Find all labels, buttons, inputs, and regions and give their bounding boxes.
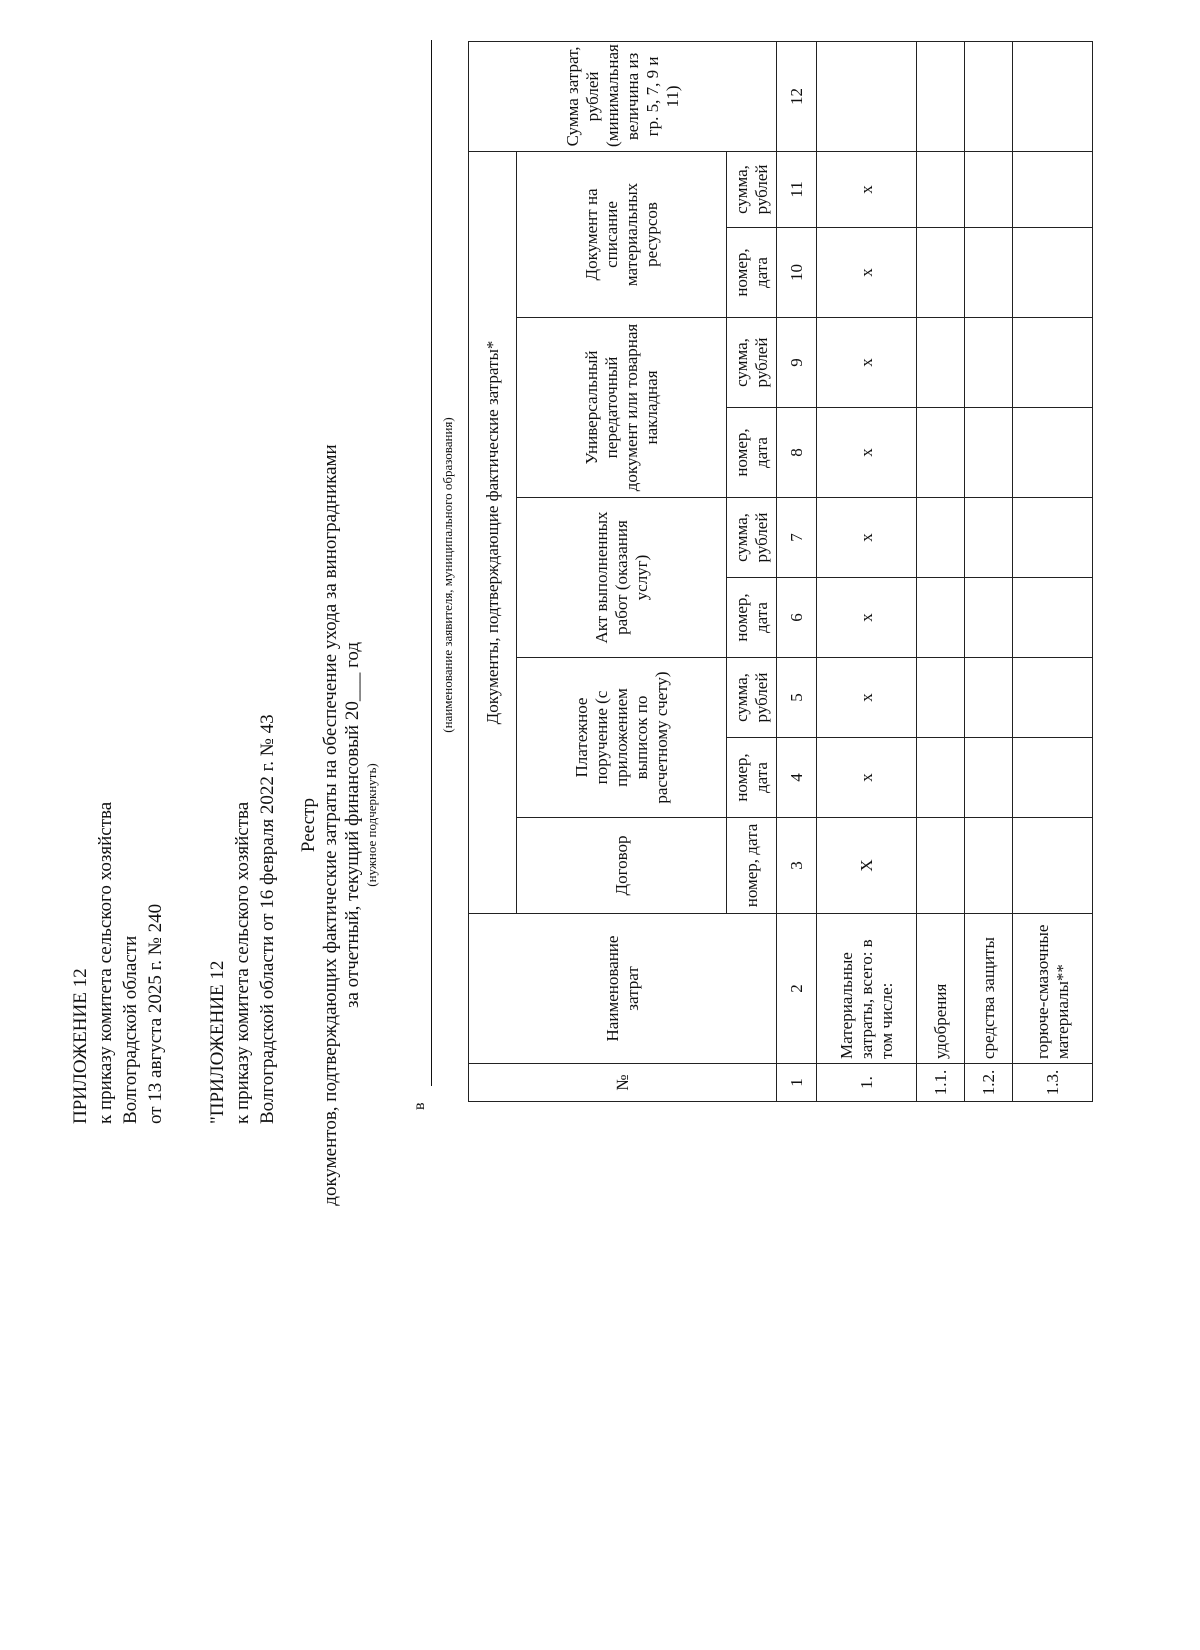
cell-total[interactable] <box>1013 41 1093 151</box>
cell-transfer-number[interactable]: х <box>817 408 917 498</box>
cell-act-number[interactable]: х <box>817 578 917 658</box>
appendix-title-previous: "ПРИЛОЖЕНИЕ 12 <box>207 960 228 1124</box>
cell-contract[interactable] <box>965 818 1013 914</box>
table-row <box>965 41 1013 1101</box>
cell-transfer-number[interactable] <box>1013 408 1093 498</box>
row-number: 1.1. <box>917 1064 965 1102</box>
column-number: 3 <box>777 818 817 914</box>
cell-act-number[interactable] <box>917 578 965 658</box>
header-contract: Договор <box>517 818 727 914</box>
subheader-sum: сумма, рублей <box>727 318 777 408</box>
applicant-prefix: в <box>411 1102 428 1110</box>
cell-writeoff-sum[interactable]: х <box>817 151 917 227</box>
row-cost-name: горюче-смазочные материалы** <box>1013 914 1093 1064</box>
cell-writeoff-number[interactable]: х <box>817 228 917 318</box>
cell-writeoff-number[interactable] <box>965 228 1013 318</box>
table-row <box>817 41 917 1101</box>
cell-payment-number[interactable]: х <box>817 738 917 818</box>
cell-act-number[interactable] <box>1013 578 1093 658</box>
cell-act-number[interactable] <box>965 578 1013 658</box>
applicant-field <box>405 40 433 1110</box>
cell-payment-sum[interactable] <box>917 658 965 738</box>
registry-title-heading: Реестр <box>298 797 319 853</box>
cell-payment-sum[interactable]: х <box>817 658 917 738</box>
appendix-order-ref-previous: к приказу комитета сельского хозяйства <box>232 801 253 1124</box>
cell-total[interactable] <box>817 41 917 151</box>
subheader-number-date: номер, дата <box>727 578 777 658</box>
row-number: 1.2. <box>965 1064 1013 1102</box>
row-number: 1. <box>817 1064 917 1102</box>
cell-act-sum[interactable]: х <box>817 498 917 578</box>
cell-payment-number[interactable] <box>1013 738 1093 818</box>
cell-transfer-sum[interactable]: х <box>817 318 917 408</box>
cell-act-sum[interactable] <box>965 498 1013 578</box>
applicant-underline <box>431 40 432 1086</box>
registry-title-description: документов, подтверждающих фактические затраты на обеспечение ухода за виноградниками <box>320 444 341 1206</box>
row-cost-name: средства защиты <box>965 914 1013 1064</box>
applicant-caption: (наименование заявителя, муниципального образования) <box>440 417 455 733</box>
header-payment-order: Платежное поручение (с приложением выписок по расчетному счету) <box>517 658 727 818</box>
header-work-act: Акт выполненных работ (оказания услуг) <box>517 498 727 658</box>
appendix-header-previous <box>205 444 280 1124</box>
registry-title <box>298 30 379 1620</box>
column-number: 6 <box>777 578 817 658</box>
table-header-row <box>469 41 517 1101</box>
cell-writeoff-number[interactable] <box>1013 228 1093 318</box>
subheader-number-date: номер, дата <box>727 228 777 318</box>
column-number: 10 <box>777 228 817 318</box>
cell-contract[interactable] <box>1013 818 1093 914</box>
cell-writeoff-sum[interactable] <box>917 151 965 227</box>
subheader-sum: сумма, рублей <box>727 658 777 738</box>
column-number: 5 <box>777 658 817 738</box>
column-number-row <box>777 41 817 1101</box>
column-number: 1 <box>777 1064 817 1102</box>
column-number: 11 <box>777 151 817 227</box>
header-transfer-doc: Универсальный передаточный документ или товарная накладная <box>517 318 727 498</box>
column-number: 2 <box>777 914 817 1064</box>
cell-transfer-number[interactable] <box>965 408 1013 498</box>
header-cost-name: Наименование затрат <box>469 914 777 1064</box>
header-writeoff-doc: Документ на списание материальных ресурсов <box>517 151 727 317</box>
cell-payment-sum[interactable] <box>1013 658 1093 738</box>
header-no: № <box>469 1064 777 1102</box>
cell-transfer-sum[interactable] <box>965 318 1013 408</box>
header-docs-group: Документы, подтверждающие фактические затраты* <box>469 151 517 913</box>
header-total: Сумма затрат, рублей (минимальная величина из гр. 5, 7, 9 и 11) <box>469 41 777 151</box>
cell-payment-sum[interactable] <box>965 658 1013 738</box>
cell-writeoff-number[interactable] <box>917 228 965 318</box>
registry-title-period: за отчетный, текущий финансовый 20___ год <box>342 641 363 1009</box>
row-number: 1.3. <box>1013 1064 1093 1102</box>
column-number: 8 <box>777 408 817 498</box>
column-number: 7 <box>777 498 817 578</box>
cell-contract[interactable]: Х <box>817 818 917 914</box>
appendix-date: от 13 августа 2025 г. № 240 <box>145 903 166 1124</box>
cell-transfer-sum[interactable] <box>1013 318 1093 408</box>
subheader-number-date: номер, дата <box>727 738 777 818</box>
row-cost-name: Материальные затраты, всего: в том числе: <box>817 914 917 1064</box>
table-row <box>1013 41 1093 1101</box>
column-number: 4 <box>777 738 817 818</box>
cell-payment-number[interactable] <box>917 738 965 818</box>
cell-transfer-number[interactable] <box>917 408 965 498</box>
appendix-order-ref: к приказу комитета сельского хозяйства <box>95 801 116 1124</box>
subheader-sum: сумма, рублей <box>727 498 777 578</box>
column-number: 12 <box>777 41 817 151</box>
column-number: 9 <box>777 318 817 408</box>
appendix-header-current <box>68 444 168 1124</box>
subheader-sum: сумма, рублей <box>727 151 777 227</box>
subheader-number-date: номер, дата <box>727 408 777 498</box>
appendix-region: Волгоградской области <box>120 935 141 1124</box>
table-row <box>917 41 965 1101</box>
cell-act-sum[interactable] <box>917 498 965 578</box>
appendix-title: ПРИЛОЖЕНИЕ 12 <box>70 968 91 1124</box>
cell-total[interactable] <box>917 41 965 151</box>
appendix-region-date-previous: Волгоградской области от 16 февраля 2022 г. № 43 <box>257 714 278 1124</box>
cell-writeoff-sum[interactable] <box>965 151 1013 227</box>
cell-payment-number[interactable] <box>965 738 1013 818</box>
cell-contract[interactable] <box>917 818 965 914</box>
registry-title-note: (нужное подчеркнуть) <box>364 763 379 887</box>
row-cost-name: удобрения <box>917 914 965 1064</box>
cell-act-sum[interactable] <box>1013 498 1093 578</box>
cell-writeoff-sum[interactable] <box>1013 151 1093 227</box>
cell-total[interactable] <box>965 41 1013 151</box>
cell-transfer-sum[interactable] <box>917 318 965 408</box>
subheader-contract-number-date: номер, дата <box>727 818 777 914</box>
registry-table <box>468 41 1093 1102</box>
